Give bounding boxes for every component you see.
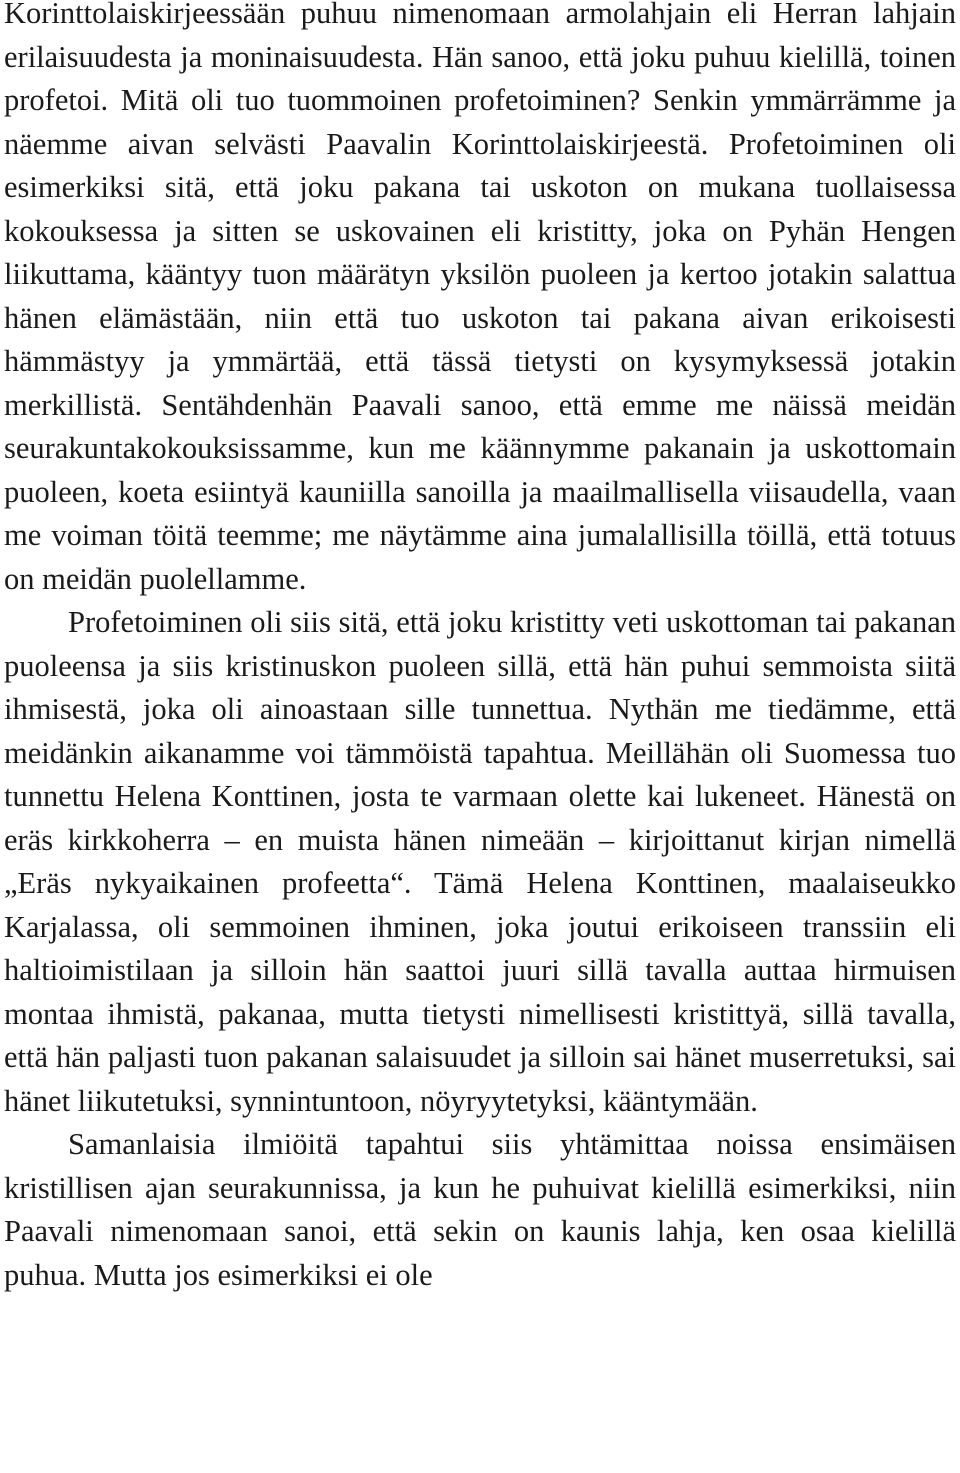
paragraph-2: Profetoiminen oli siis sitä, että joku kristitty veti uskottoman tai pakanan puoleensa ja siis kristinuskon puoleen sillä, että hän puhui semmoista siitä ihmisestä, joka oli ainoastaan sille tunnettua. Nythän me tiedämme, että meidänkin aikanamme voi tämmöistä tapahtua. Meillähän oli Suomessa tuo tunnettu Helena Konttinen, josta te varmaan olette kai lukeneet. Hänestä on eräs kirkkoherra – en muista hänen nimeään – kirjoittanut kirjan nimellä „Eräs nykyaikainen profeetta“. Tämä Helena Konttinen, maalaiseukko Karjalassa, oli semmoinen ihminen, joka joutui erikoiseen transsiin eli haltioimistilaan ja silloin hän saattoi juuri sillä tavalla auttaa hirmuisen montaa ihmistä, pakanaa, mutta tietysti nimellisesti kristittyä, sillä tavalla, että hän paljasti tuon pakanan salaisuudet ja silloin sai hänet muserretuksi, sai hänet liikutetuksi, synnintuntoon, nöyryytetyksi, kääntymään. [4,605,956,1118]
paragraph-1: Korinttolaiskirjeessään puhuu nimenomaan armolahjain eli Herran lahjain erilaisuudesta ja moninaisuudesta. Hän sanoo, että joku puhuu kielillä, toinen profetoi. Mitä oli tuo tuommoinen profetoiminen? Senkin ymmärrämme ja näemme aivan selvästi Paavalin Korinttolaiskirjeestä. Profetoiminen oli esimerkiksi sitä, että joku pakana tai uskoton on mukana tuollaisessa kokouksessa ja sitten se uskovainen eli kristitty, joka on Pyhän Hengen liikuttama, kääntyy tuon määrätyn yksilön puoleen ja kertoo jotakin salattua hänen elämästään, niin että tuo uskoton tai pakana aivan erikoisesti hämmästyy ja ymmärtää, että tässä tietysti on kysymyksessä jotakin merkillistä. Sentähdenhän Paavali sanoo, että emme me näissä meidän seurakuntakokouksissamme, kun me käännymme pakanain ja uskottomain puoleen, koeta esiintyä kauniilla sanoilla ja maailmallisella viisaudella, vaan me voiman töitä teemme; me näytämme aina jumalallisilla töillä, että totuus on meidän puolellamme. [4,0,956,596]
paragraph-3: Samanlaisia ilmiöitä tapahtui siis yhtämittaa noissa ensimäisen kristillisen ajan seurakunnissa, ja kun he puhuivat kielillä esimerkiksi, niin Paavali nimenomaan sanoi, että sekin on kaunis lahja, ken osaa kielillä puhua. Mutta jos esimerkiksi ei ole [4,1127,956,1292]
